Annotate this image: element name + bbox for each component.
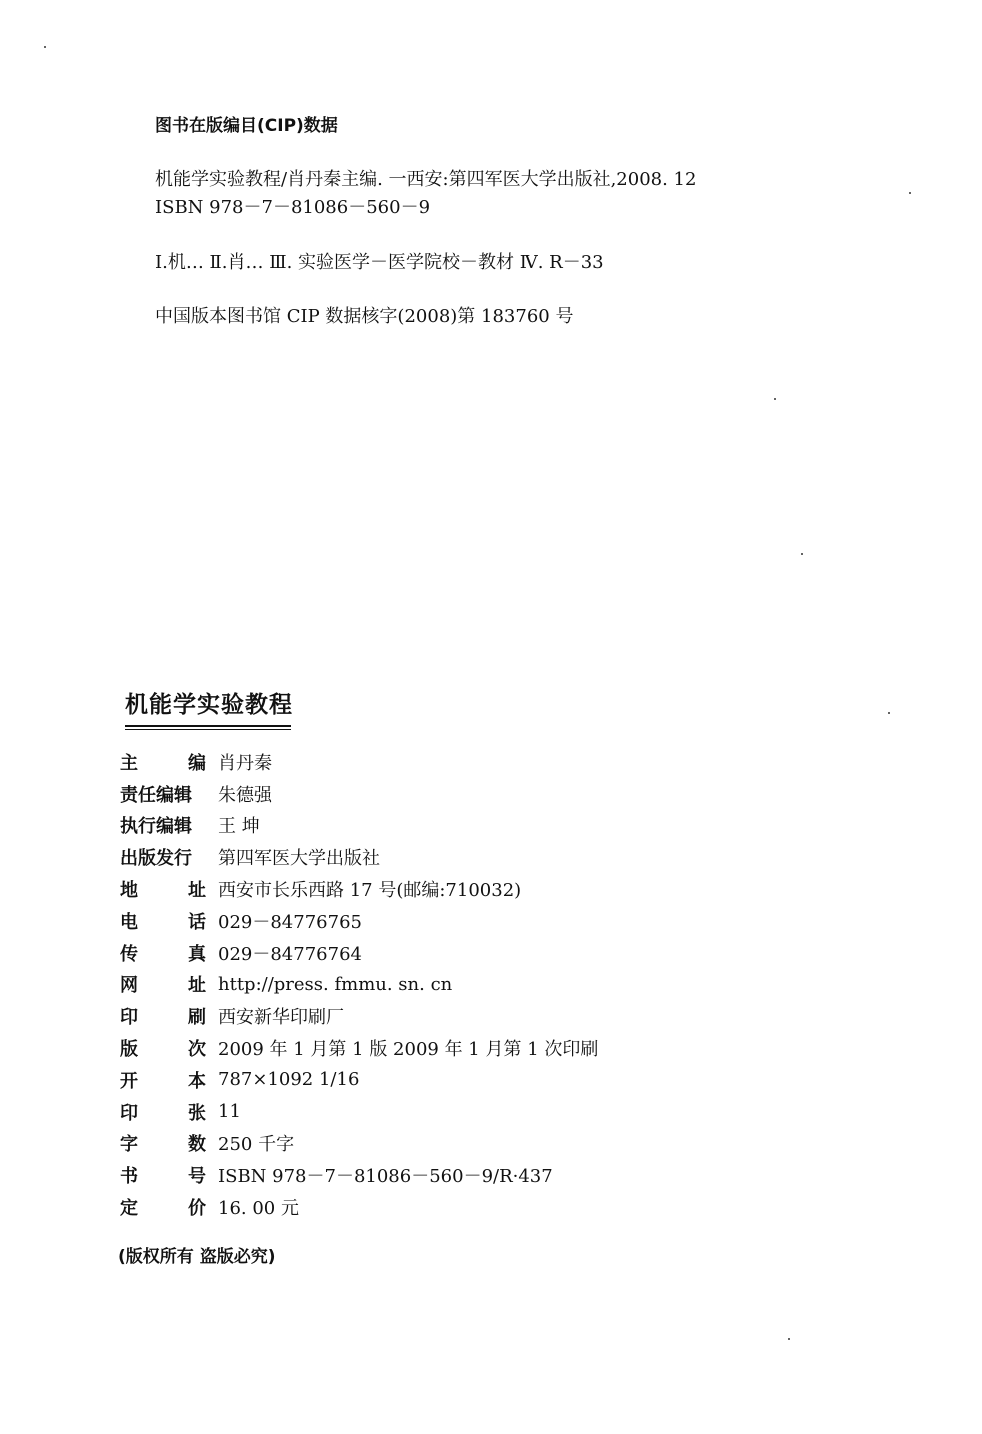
scan-speck: [888, 712, 890, 714]
scan-speck: [44, 46, 46, 48]
info-value: http://press. fmmu. sn. cn: [218, 973, 453, 995]
label-char: 本: [188, 1070, 206, 1092]
info-value: 2009 年 1 月第 1 版 2009 年 1 月第 1 次印刷: [218, 1039, 599, 1061]
info-value: 787×1092 1/16: [218, 1069, 360, 1091]
info-value: 肖丹秦: [218, 752, 272, 774]
info-label: 责任编辑: [120, 784, 192, 806]
label-char: 书: [120, 1166, 138, 1188]
book-title: 机能学实验教程: [125, 692, 293, 718]
cip-title-line: 机能学实验教程/肖丹秦主编. 一西安:第四军医大学出版社,2008. 12: [155, 169, 697, 190]
info-row-printer: [120, 1000, 880, 1032]
info-value: 王 坤: [218, 816, 260, 838]
info-label: [120, 1162, 218, 1188]
info-value: 250 千字: [218, 1134, 295, 1156]
info-value: 16. 00 元: [218, 1198, 299, 1220]
info-value: 第四军医大学出版社: [218, 848, 380, 870]
info-row-responsible-editor: [120, 778, 880, 810]
info-row-sheets: [120, 1096, 880, 1128]
info-row-fax: [120, 937, 880, 969]
label-char: 数: [188, 1134, 206, 1156]
book-title-block: [125, 688, 293, 730]
label-char: 编: [188, 752, 206, 774]
info-row-publisher: [120, 841, 880, 873]
info-value: 西安市长乐西路 17 号(邮编:710032): [218, 880, 522, 902]
info-value: 029－84776764: [218, 943, 362, 965]
label-char: 版: [120, 1039, 138, 1061]
info-label: [120, 908, 218, 934]
info-label: [120, 1067, 218, 1093]
info-row-format: [120, 1064, 880, 1096]
label-char: 定: [120, 1198, 138, 1220]
copyright-notice: (版权所有 盗版必究): [118, 1247, 276, 1267]
label-char: 字: [120, 1134, 138, 1156]
title-underline-thin: [125, 729, 291, 730]
info-label: [120, 1130, 218, 1156]
label-char: 价: [188, 1198, 206, 1220]
info-row-price: [120, 1191, 880, 1223]
info-value: 朱德强: [218, 784, 272, 806]
info-value: 西安新华印刷厂: [218, 1007, 344, 1029]
info-row-word-count: [120, 1128, 880, 1160]
label-char: 话: [188, 911, 206, 933]
label-char: 印: [120, 1007, 138, 1029]
label-char: 传: [120, 943, 138, 965]
label-char: 址: [188, 880, 206, 902]
cip-heading: 图书在版编目(CIP)数据: [155, 116, 338, 136]
info-row-edition: [120, 1032, 880, 1064]
info-label: [120, 1099, 218, 1125]
label-char: 印: [120, 1102, 138, 1124]
info-label: [120, 940, 218, 966]
label-char: 电: [120, 911, 138, 933]
scan-speck: [774, 398, 776, 400]
info-value: ISBN 978－7－81086－560－9/R·437: [218, 1166, 553, 1188]
label-char: 号: [188, 1166, 206, 1188]
label-char: 网: [120, 975, 138, 997]
cip-isbn-line: ISBN 978－7－81086－560－9: [155, 197, 431, 218]
info-label: [120, 1003, 218, 1029]
info-row-chief-editor: [120, 746, 880, 778]
info-label: [120, 1035, 218, 1061]
label-char: 张: [188, 1102, 206, 1124]
info-label: 执行编辑: [120, 816, 192, 838]
info-label: [120, 1194, 218, 1220]
info-label: 出版发行: [120, 848, 192, 870]
cip-data-block: [155, 112, 915, 331]
info-value: 11: [218, 1101, 241, 1123]
cip-record-number: 中国版本图书馆 CIP 数据核字(2008)第 183760 号: [155, 306, 574, 327]
info-label: [120, 971, 218, 997]
info-row-address: [120, 873, 880, 905]
label-char: 刷: [188, 1007, 206, 1029]
label-char: 主: [120, 752, 138, 774]
info-label: [120, 749, 218, 775]
info-row-book-number: [120, 1159, 880, 1191]
info-row-executive-editor: [120, 810, 880, 842]
scan-speck: [788, 1338, 790, 1340]
label-char: 真: [188, 943, 206, 965]
label-char: 址: [188, 975, 206, 997]
label-char: 地: [120, 880, 138, 902]
info-row-phone: [120, 905, 880, 937]
info-row-website: [120, 969, 880, 1001]
title-underline: [125, 725, 291, 727]
info-value: 029－84776765: [218, 911, 362, 933]
cip-subject-line: Ⅰ.机… Ⅱ.肖… Ⅲ. 实验医学－医学院校－教材 Ⅳ. R－33: [155, 252, 604, 273]
info-label: [120, 876, 218, 902]
label-char: 开: [120, 1070, 138, 1092]
label-char: 次: [188, 1039, 206, 1061]
publication-info-list: [120, 746, 880, 1223]
scan-speck: [801, 553, 803, 555]
